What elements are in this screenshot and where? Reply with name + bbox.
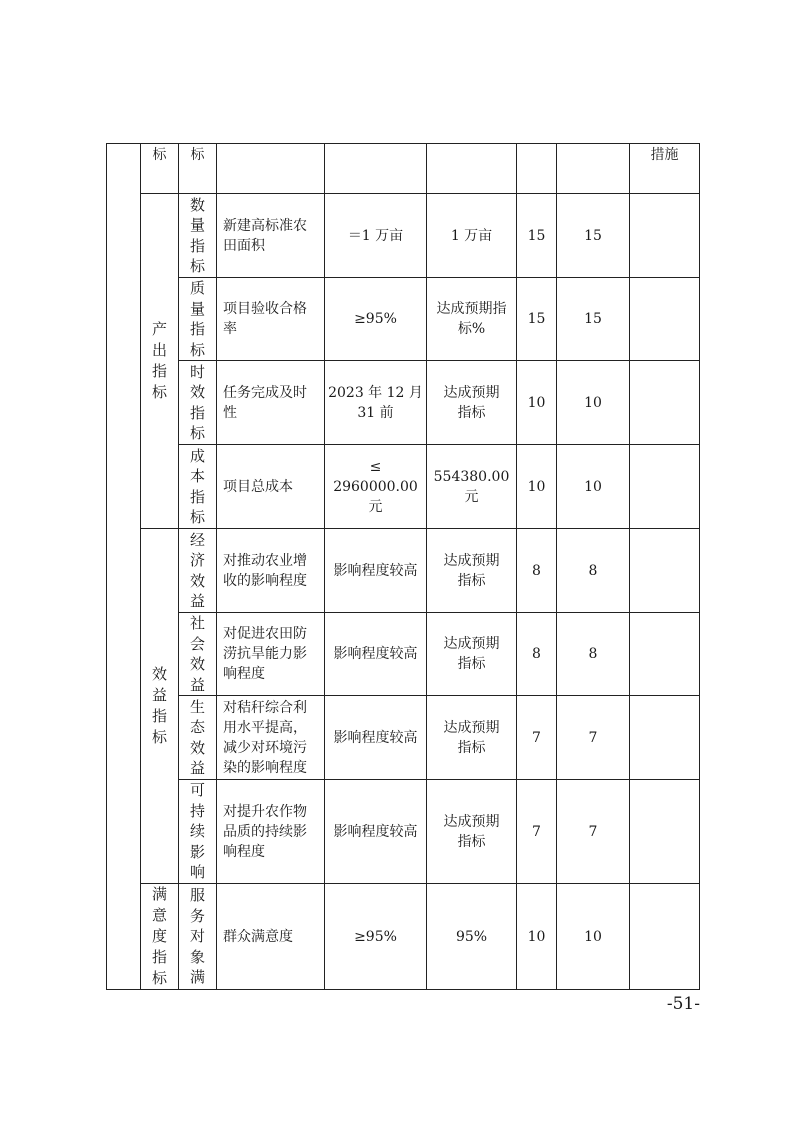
measures-cell — [630, 445, 700, 529]
table-row — [107, 445, 700, 529]
sub-indicator: 服务对象满 — [179, 884, 217, 990]
indicator-name: 项目验收合格率 — [217, 278, 325, 361]
indicator-name: 对促进农田防涝抗旱能力影响程度 — [217, 613, 325, 696]
header-tail-col6 — [427, 144, 517, 194]
table-row — [107, 884, 700, 990]
score: 7 — [557, 780, 630, 884]
score: 15 — [557, 194, 630, 278]
target-value: ＝1 万亩 — [325, 194, 427, 278]
table-row — [107, 278, 700, 361]
target-value: 2023 年 12 月 31 前 — [325, 361, 427, 445]
sub-indicator: 生态效益 — [179, 696, 217, 780]
group-satisfaction: 满意度指标 — [141, 884, 179, 990]
sub-indicator: 可持续影响 — [179, 780, 217, 884]
measures-cell — [630, 361, 700, 445]
table-row — [107, 780, 700, 884]
actual-value: 95% — [427, 884, 517, 990]
actual-value: 达成预期指标% — [427, 278, 517, 361]
indicator-name: 新建高标准农田面积 — [217, 194, 325, 278]
measures-cell — [630, 613, 700, 696]
indicator-name: 项目总成本 — [217, 445, 325, 529]
target-value: 影响程度较高 — [325, 696, 427, 780]
weight: 15 — [517, 194, 557, 278]
target-value: ≥95% — [325, 278, 427, 361]
sub-indicator: 成本指标 — [179, 445, 217, 529]
group-benefit: 效益指标 — [141, 529, 179, 884]
target-value: 影响程度较高 — [325, 613, 427, 696]
left-border-cell — [107, 144, 141, 990]
indicator-name: 对提升农作物品质的持续影响程度 — [217, 780, 325, 884]
score: 10 — [557, 445, 630, 529]
sub-indicator: 质量指标 — [179, 278, 217, 361]
measures-cell — [630, 780, 700, 884]
actual-value: 554380.00 元 — [427, 445, 517, 529]
header-tail-col8 — [557, 144, 630, 194]
actual-value: 达成预期 指标 — [427, 529, 517, 613]
weight: 7 — [517, 696, 557, 780]
weight: 8 — [517, 613, 557, 696]
target-value: ≥95% — [325, 884, 427, 990]
sub-indicator: 社会效益 — [179, 613, 217, 696]
target-value: 影响程度较高 — [325, 780, 427, 884]
measures-cell — [630, 529, 700, 613]
target-value: 影响程度较高 — [325, 529, 427, 613]
score: 8 — [557, 529, 630, 613]
score: 15 — [557, 278, 630, 361]
indicator-name: 对秸秆综合利用水平提高，减少对环境污染的影响程度 — [217, 696, 325, 780]
header-tail-col2: 标 — [141, 144, 179, 194]
weight: 10 — [517, 884, 557, 990]
table-row-header-tail — [107, 144, 700, 194]
weight: 15 — [517, 278, 557, 361]
header-tail-col3: 标 — [179, 144, 217, 194]
actual-value: 达成预期 指标 — [427, 361, 517, 445]
target-value: ≤ 2960000.00 元 — [325, 445, 427, 529]
table-row — [107, 194, 700, 278]
sub-indicator: 时效指标 — [179, 361, 217, 445]
actual-value: 达成预期 指标 — [427, 696, 517, 780]
page-number: -51- — [666, 994, 700, 1014]
weight: 8 — [517, 529, 557, 613]
sub-indicator: 经济效益 — [179, 529, 217, 613]
weight: 10 — [517, 445, 557, 529]
header-tail-col7 — [517, 144, 557, 194]
indicator-name: 任务完成及时性 — [217, 361, 325, 445]
actual-value: 达成预期 指标 — [427, 613, 517, 696]
group-output: 产出指标 — [141, 194, 179, 529]
sub-indicator: 数量指标 — [179, 194, 217, 278]
score: 10 — [557, 884, 630, 990]
measures-cell — [630, 696, 700, 780]
header-tail-col9: 措施 — [630, 144, 700, 194]
actual-value: 达成预期 指标 — [427, 780, 517, 884]
measures-cell — [630, 278, 700, 361]
weight: 7 — [517, 780, 557, 884]
indicator-name: 群众满意度 — [217, 884, 325, 990]
measures-cell — [630, 884, 700, 990]
score: 7 — [557, 696, 630, 780]
actual-value: 1 万亩 — [427, 194, 517, 278]
performance-table — [106, 143, 700, 990]
table-row — [107, 696, 700, 780]
weight: 10 — [517, 361, 557, 445]
table-row — [107, 361, 700, 445]
header-tail-col5 — [325, 144, 427, 194]
table-row — [107, 529, 700, 613]
indicator-name: 对推动农业增收的影响程度 — [217, 529, 325, 613]
table-row — [107, 613, 700, 696]
measures-cell — [630, 194, 700, 278]
header-tail-col4 — [217, 144, 325, 194]
score: 8 — [557, 613, 630, 696]
score: 10 — [557, 361, 630, 445]
